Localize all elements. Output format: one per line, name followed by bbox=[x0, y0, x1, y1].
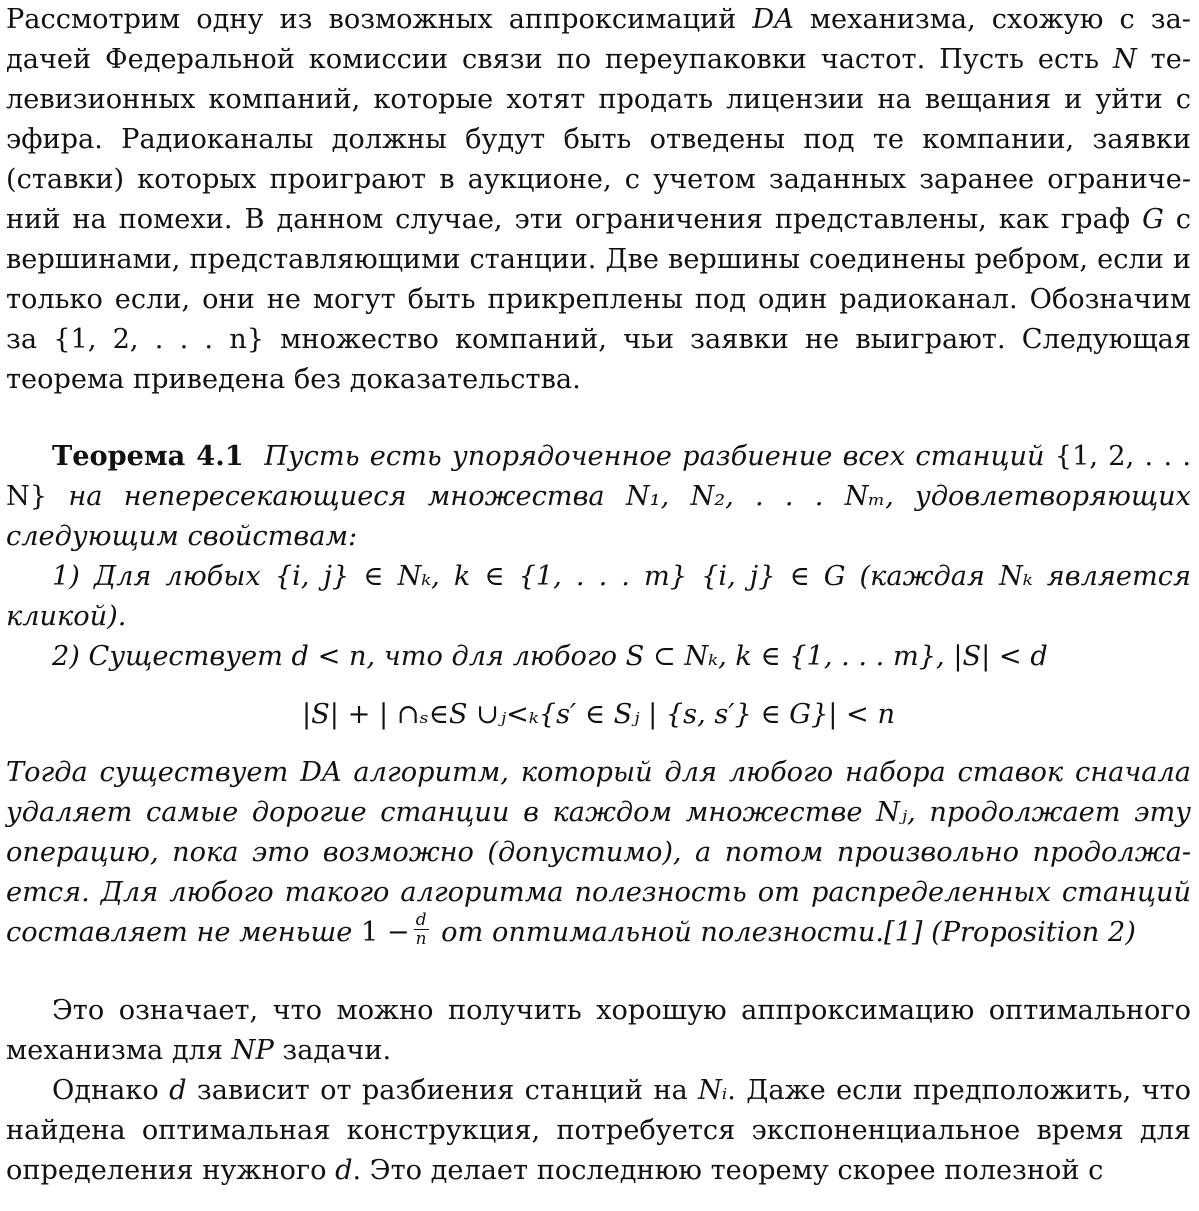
text-run: , удовлетворяющих следующим свойствам: bbox=[6, 481, 1192, 552]
theorem-block bbox=[6, 436, 1191, 953]
text-run: (каждая bbox=[845, 561, 999, 592]
text-run: алгоритм, который для любого набора ставок сначала удаляет самые дорогие станции в каждом множестве bbox=[6, 757, 1191, 828]
text-run: 1) Для любых bbox=[52, 561, 275, 592]
text-run: является кликой). bbox=[6, 561, 1192, 632]
text-run: , что для любого bbox=[366, 641, 626, 672]
text-run: Пусть есть упорядоченное разбиение всех станций bbox=[264, 441, 1055, 472]
text-run: от оптимальной полезности.[1] (Proposition 2) bbox=[432, 917, 1136, 948]
math-g: G bbox=[1142, 204, 1164, 235]
math-np: NP bbox=[231, 1035, 274, 1066]
intro-paragraph bbox=[6, 0, 1191, 400]
math-subsets: N₁, N₂, . . . Nₘ bbox=[625, 481, 886, 512]
math-cond2: S ⊂ Nₖ, k ∈ {1, . . . m}, |S| < d bbox=[625, 641, 1048, 672]
text-run: телевизионных компаний, которые хотят продать лицензии на вещания и уйти с эфира. Радиоканалы должны будут быть отведены под те компании, заявки (ставки) которых проиграют в аукционе, с учетом заданных заранее ограничений на помехи. В данном случае, эти ограничения представлены, как граф bbox=[6, 44, 1191, 235]
text-run: . Это делает последнюю теорему скорее полезной с bbox=[352, 1155, 1104, 1186]
math-da: DA bbox=[752, 4, 794, 35]
text-run: Однако bbox=[52, 1075, 170, 1106]
text-run: зависит от разбиения станций на bbox=[186, 1075, 699, 1106]
fraction-d-over-n bbox=[414, 911, 429, 947]
math-set: {1, 2, . . . n} bbox=[53, 324, 265, 355]
text-run: Тогда существует bbox=[6, 757, 301, 788]
math-d: d bbox=[169, 1075, 187, 1106]
paragraph-np bbox=[6, 991, 1191, 1071]
fraction-numerator: d bbox=[414, 911, 429, 930]
math-nj: Nⱼ bbox=[876, 797, 908, 828]
fraction-denominator: n bbox=[415, 928, 427, 948]
text-run: Это означает, что можно получить хорошую аппроксимацию оптимального механизма для bbox=[6, 995, 1191, 1066]
text-run: Рассмотрим одну из возможных аппроксимаций bbox=[6, 4, 753, 35]
math-da: DA bbox=[300, 757, 342, 788]
math-n: N bbox=[1112, 44, 1137, 75]
text-run: , продолжает эту операцию, пока это возможно (допустимо), а потом произвольно продолжается. Для любого такого алгоритма полезность от распределенных станций составляет не меньше bbox=[6, 797, 1191, 948]
math-d: d bbox=[335, 1155, 353, 1186]
math-nk: Nₖ bbox=[999, 561, 1033, 592]
text-run: множество компаний, чьи заявки не выиграют. Следующая теорема приведена без доказательства. bbox=[6, 324, 1191, 395]
display-equation: |S| + | ∩ₛ∈S ∪ⱼ<ₖ{s′ ∈ Sⱼ | {s, s′} ∈ G}| < n bbox=[301, 699, 895, 730]
theorem-condition-2 bbox=[6, 637, 1191, 677]
math-one-minus: 1 − bbox=[360, 917, 410, 948]
theorem-statement bbox=[6, 436, 1191, 557]
text-run: 2) Существует bbox=[52, 641, 292, 672]
theorem-conclusion bbox=[6, 753, 1191, 953]
theorem-heading: Теорема 4.1 bbox=[52, 440, 244, 472]
text-run: с вершинами, представляющими станции. Две вершины соединены ребром, если и только если, они не могут быть прикреплены под один радиоканал. Обозначим за bbox=[6, 204, 1191, 355]
math-ni: Nᵢ bbox=[698, 1075, 728, 1106]
math-d-lt-n: d < n bbox=[291, 641, 367, 672]
text-run: . Даже если предположить, что найдена оптимальная конструкция, потребуется экспоненциальное время для определения нужного bbox=[6, 1075, 1191, 1186]
math-cond1: {i, j} ∈ Nₖ, k ∈ {1, . . . m} {i, j} ∈ G bbox=[274, 561, 846, 592]
text-run: на непересекающиеся множества bbox=[47, 481, 626, 512]
math-set-all: {1, 2, . . . N} bbox=[6, 441, 1192, 512]
theorem-condition-1 bbox=[6, 557, 1191, 637]
text-run: механизма, схожую с задачей Федеральной комиссии связи по переупаковки частот. Пусть есть bbox=[6, 4, 1191, 75]
paragraph-d-dependence bbox=[6, 1071, 1191, 1191]
text-run: задачи. bbox=[273, 1035, 392, 1066]
